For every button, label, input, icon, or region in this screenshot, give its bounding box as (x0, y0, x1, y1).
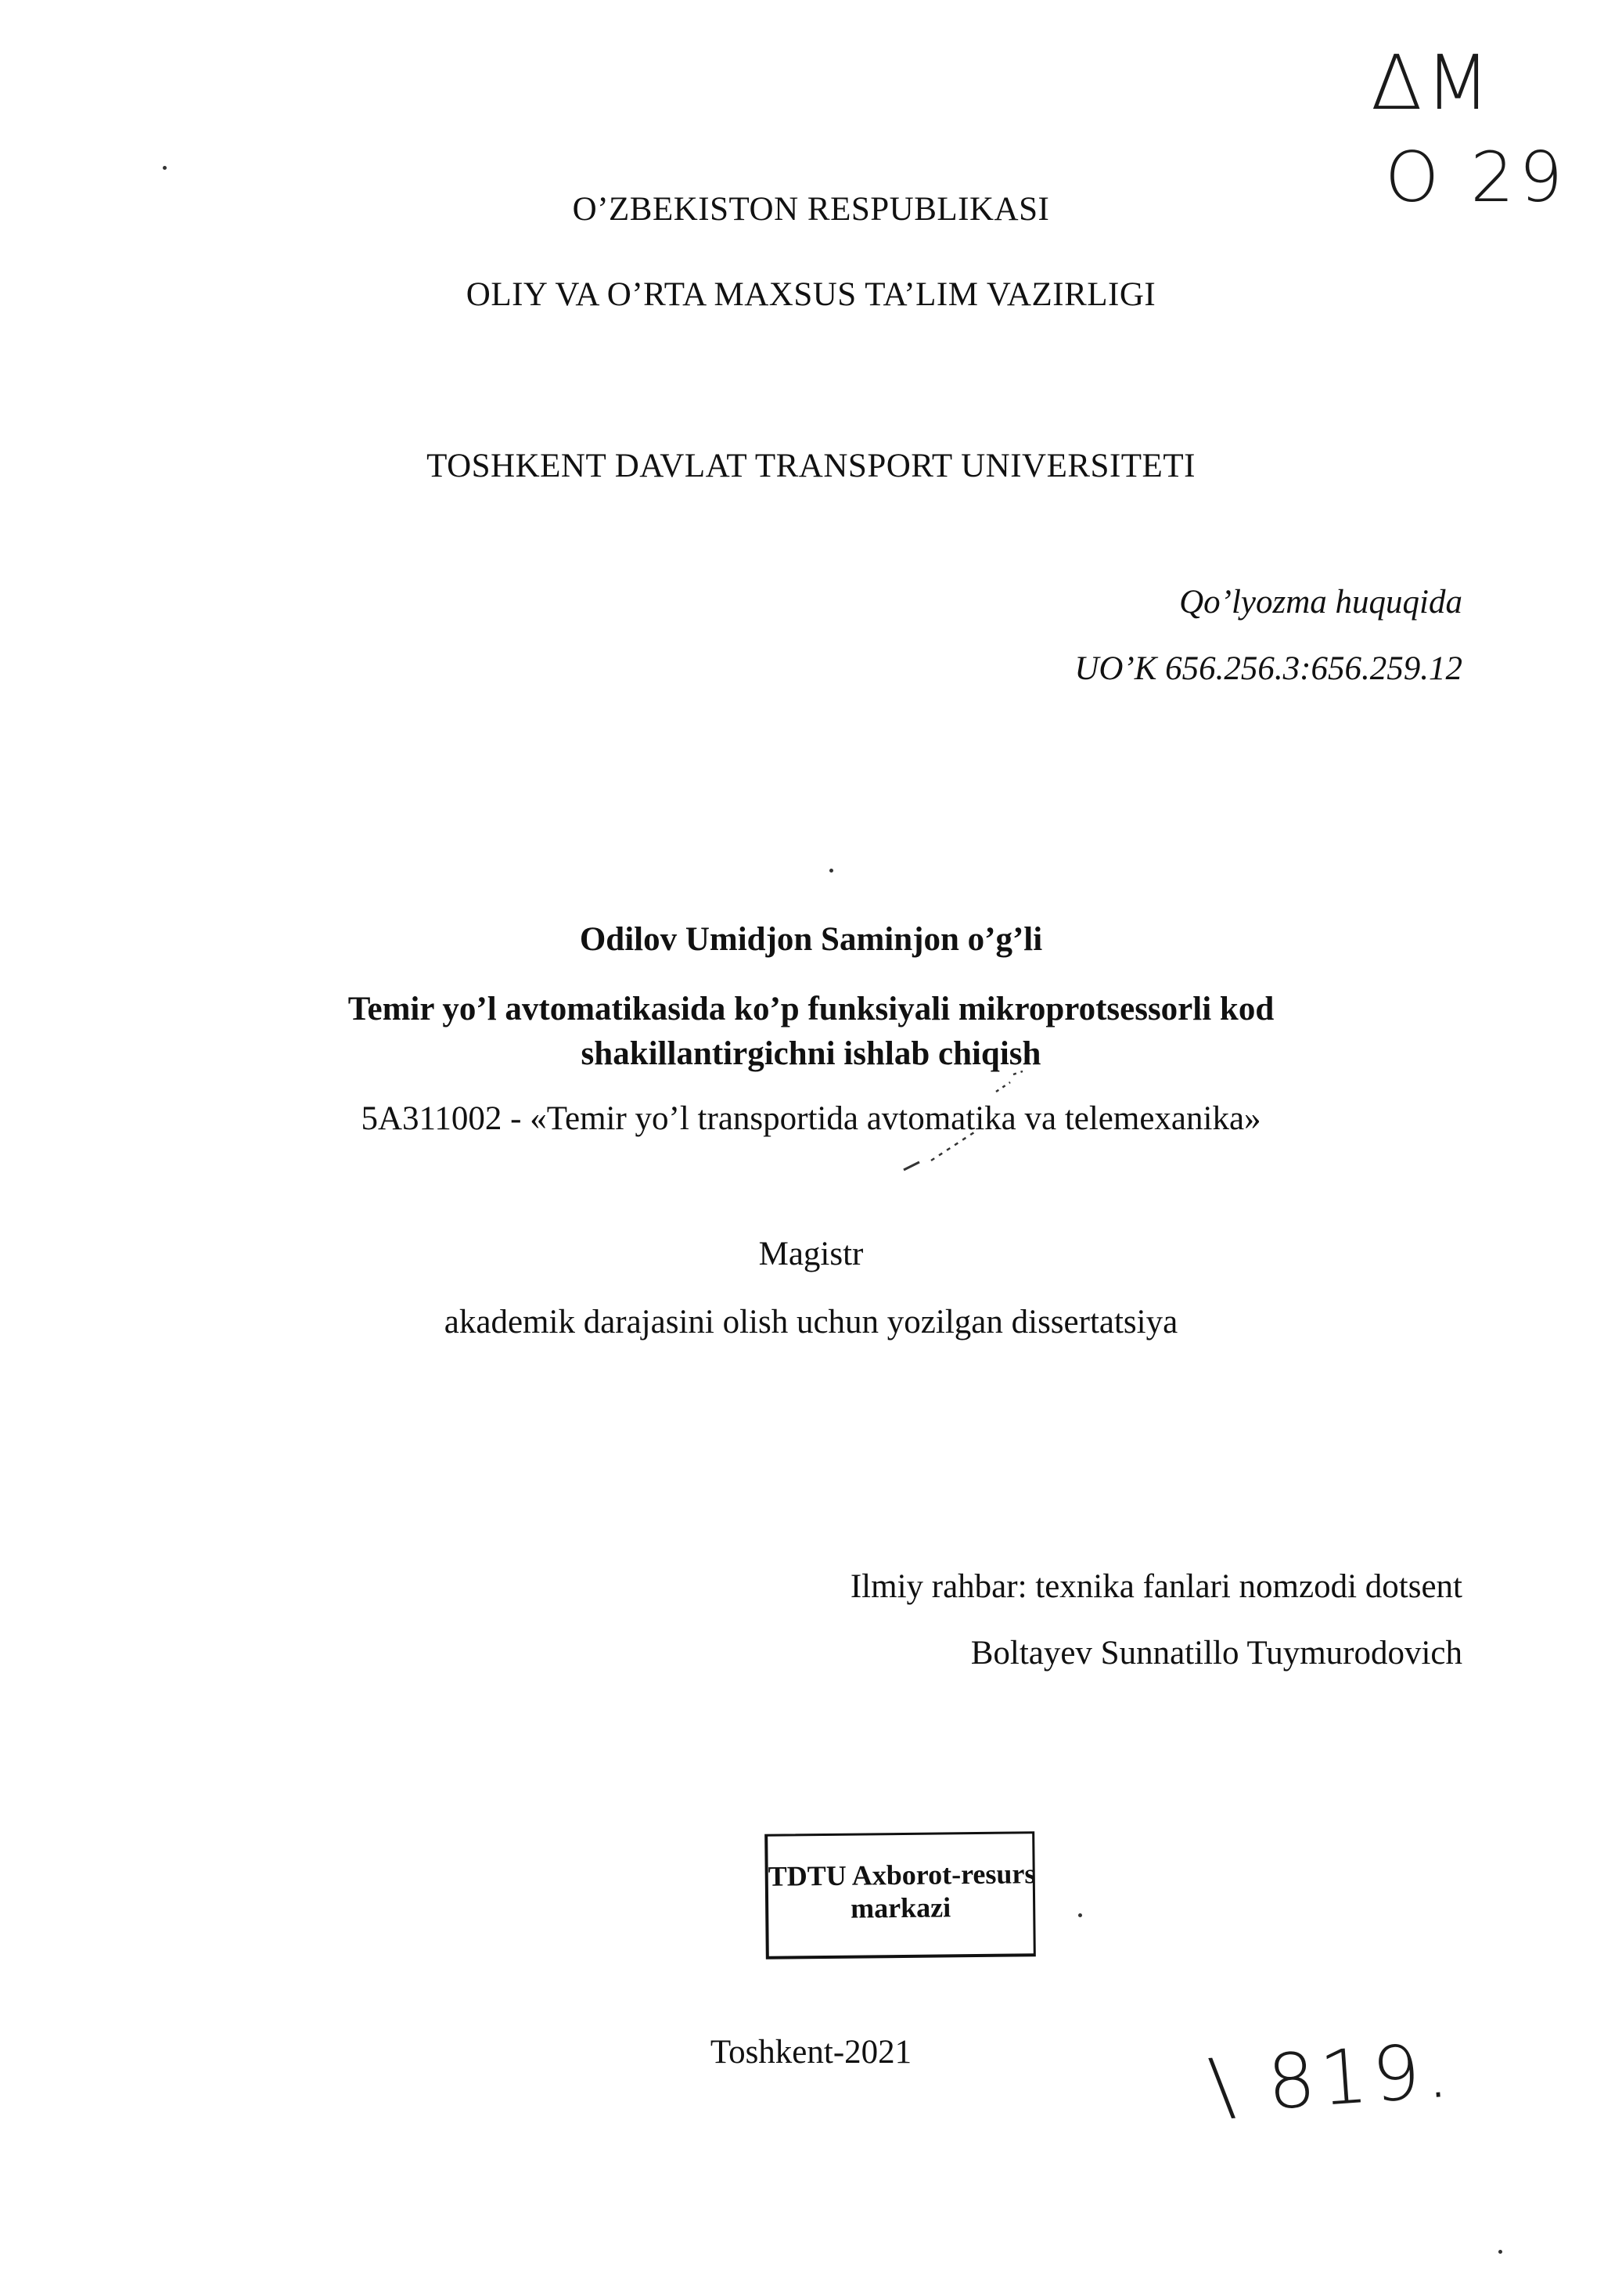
scan-speck (1498, 2250, 1502, 2254)
udc-code: UO’K 656.256.3:656.259.12 (1074, 650, 1462, 687)
supervisor-name: Boltayev Sunnatillo Tuymurodovich (970, 1635, 1462, 1672)
dissertation-purpose: akademik darajasini olish uchun yozilgan dissertatsiya (444, 1304, 1178, 1341)
stamp-line-1: TDTU Axborot-resurs (768, 1858, 1036, 1892)
scan-speck (1078, 1913, 1082, 1917)
ministry-heading: OLIY VA O’RTA MAXSUS TA’LIM VAZIRLIGI (466, 276, 1156, 313)
scan-speck (163, 166, 167, 170)
city-year: Toshkent-2021 (710, 2034, 912, 2071)
handwritten-top-code: ΔM (1371, 39, 1494, 127)
scan-speck (829, 869, 833, 873)
university-heading: TOSHKENT DAVLAT TRANSPORT UNIVERSITETI (426, 448, 1196, 484)
author-name: Odilov Umidjon Saminjon o’g’li (579, 921, 1043, 958)
handwritten-inventory-number: \ 819. (1206, 2026, 1457, 2131)
specialty-code: 5A311002 - «Temir yo’l transportida avtomatika va telemexanika» (361, 1100, 1261, 1137)
thesis-title-line-1: Temir yo’l avtomatikasida ko’p funksiyali mikroprotsessorli kod (347, 991, 1275, 1027)
republic-heading: O’ZBEKISTON RESPUBLIKASI (572, 191, 1050, 228)
degree-label: Magistr (758, 1236, 864, 1272)
thesis-title-line-2: shakillantirgichni ishlab chiqish (581, 1035, 1041, 1072)
supervisor-role: Ilmiy rahbar: texnika fanlari nomzodi dotsent (850, 1568, 1462, 1605)
pen-mark-scribble (857, 1068, 1060, 1178)
stamp-line-2: markazi (850, 1891, 951, 1924)
library-stamp (764, 1831, 1036, 1960)
handwritten-top-number: O 29 (1385, 137, 1568, 218)
manuscript-rights: Qo’lyozma huquqida (1179, 584, 1462, 621)
